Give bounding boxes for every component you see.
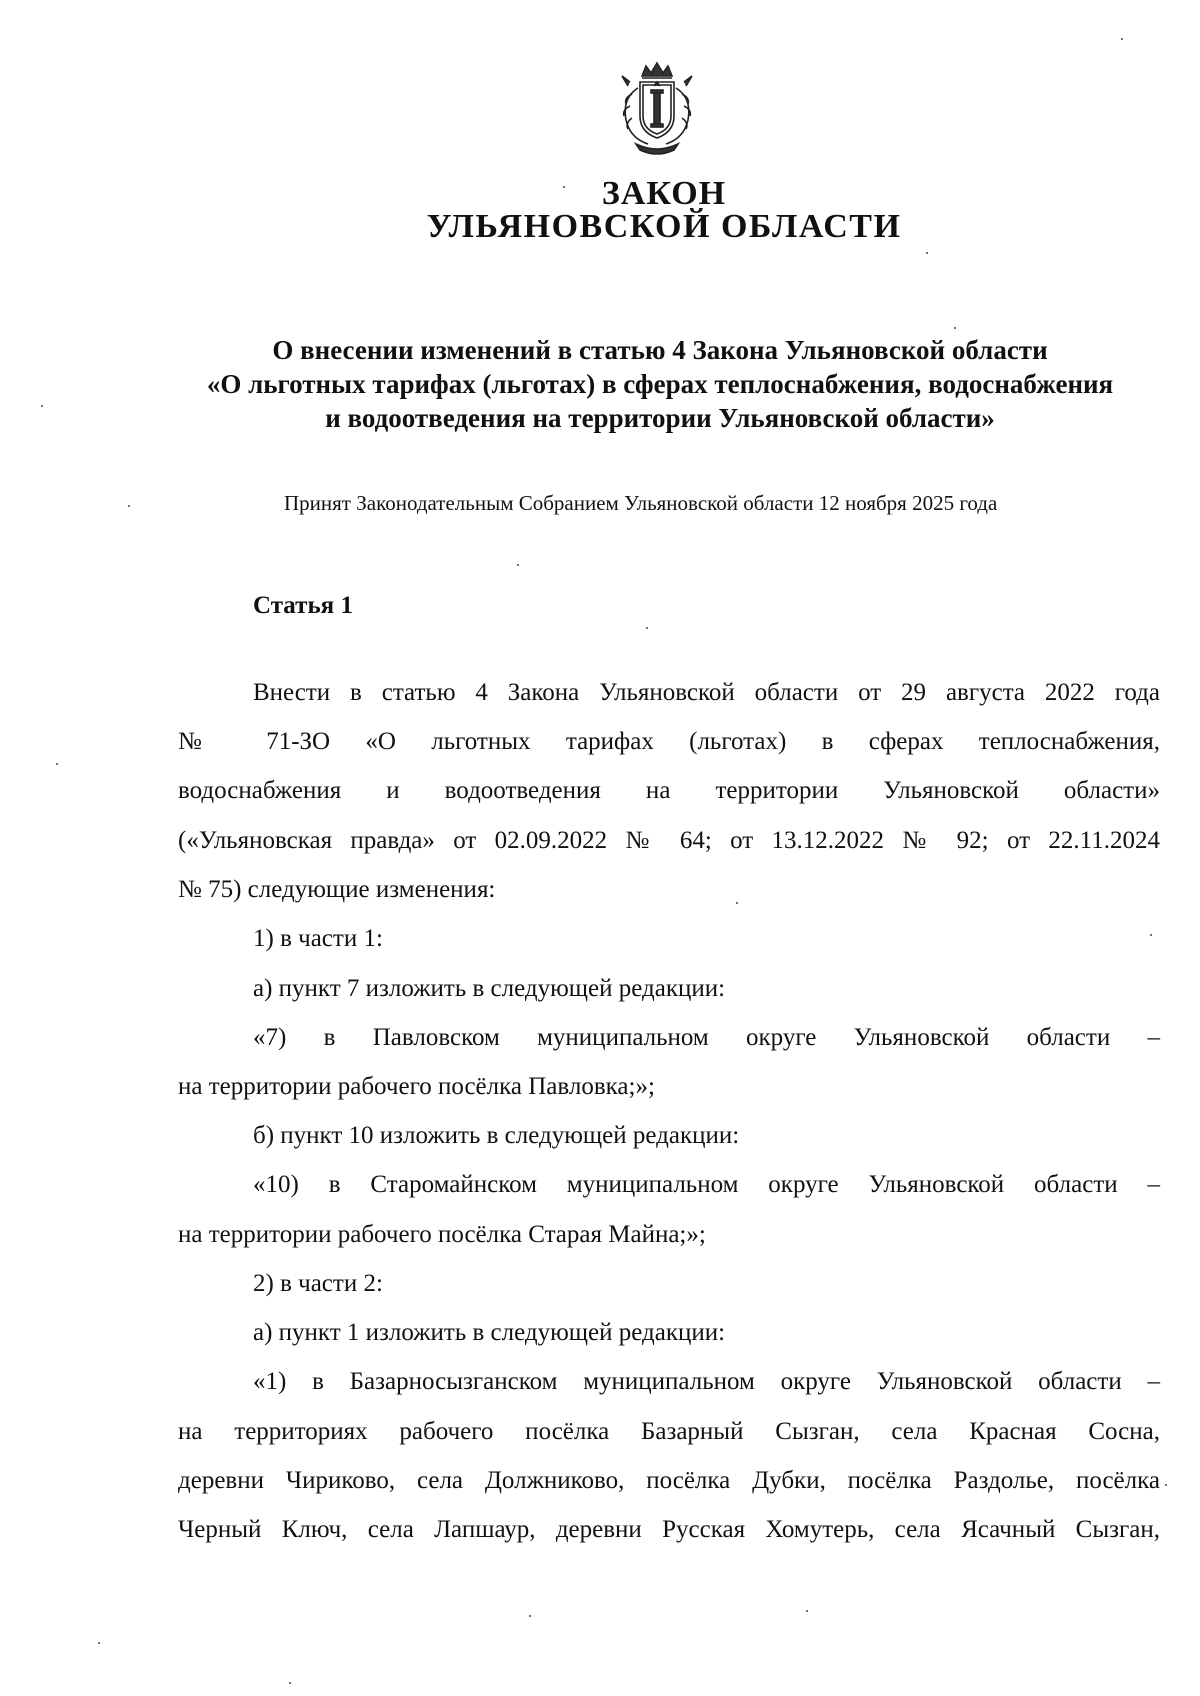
body-line: Черный Ключ, села Лапшаур, деревни Русская Хомутерь, села Ясачный Сызган, [178,1516,1160,1543]
body-line: на территориях рабочего посёлка Базарный Сызган, села Красная Сосна, [178,1418,1160,1445]
scan-speck [926,252,928,254]
coat-of-arms-emblem [602,58,712,158]
scan-speck [56,763,58,765]
subject-line: «О льготных тарифах (льготах) в сферах теплоснабжения, водоснабжения [206,369,1114,399]
scan-speck [1150,934,1152,936]
scan-speck [529,1615,531,1617]
scan-speck [563,186,565,188]
law-subject [160,333,1160,435]
scan-speck [806,1610,808,1612]
scan-speck [289,1682,291,1684]
scan-speck [517,564,519,566]
subject-line: и водоотведения на территории Ульяновской области» [325,403,995,433]
scan-speck [41,405,43,407]
body-line: «7) в Павловском муниципальном округе Ульяновской области – [253,1024,1160,1051]
body-line: («Ульяновская правда» от 02.09.2022 № 64; от 13.12.2022 № 92; от 22.11.2024 [178,827,1160,854]
scan-speck [646,627,648,629]
body-line: водоснабжения и водоотведения на территории Ульяновской области» [178,777,1160,804]
subject-line: О внесении изменений в статью 4 Закона Ульяновской области [272,335,1048,365]
body-line: 1) в части 1: [253,925,383,952]
scan-speck [128,505,130,507]
scan-speck [1121,38,1123,40]
article-heading: Статья 1 [253,592,353,619]
body-line: деревни Чириково, села Должниково, посёлка Дубки, посёлка Раздолье, посёлка [178,1467,1160,1494]
adoption-note: Принят Законодательным Собранием Ульяновской области 12 ноября 2025 года [284,491,998,515]
scan-speck [1165,1484,1167,1486]
scan-speck [736,902,738,904]
body-line: а) пункт 7 изложить в следующей редакции: [253,975,726,1002]
law-heading: ЗАКОН [601,175,727,212]
body-line: на территории рабочего посёлка Старая Майна;»; [178,1221,706,1248]
body-line: 2) в части 2: [253,1270,383,1297]
body-line: б) пункт 10 изложить в следующей редакции: [253,1122,740,1149]
body-line: «1) в Базарносызганском муниципальном округе Ульяновской области – [253,1368,1160,1395]
body-line: «10) в Старомайнском муниципальном округе Ульяновской области – [253,1171,1160,1198]
body-line: № 75) следующие изменения: [178,876,496,903]
body-line: Внести в статью 4 Закона Ульяновской области от 29 августа 2022 года [253,679,1160,706]
body-line: на территории рабочего посёлка Павловка;»; [178,1073,655,1100]
body-line: № 71-ЗО «О льготных тарифах (льготах) в сферах теплоснабжения, [178,728,1160,755]
scan-speck [954,327,956,329]
scan-speck [98,1642,100,1644]
body-line: а) пункт 1 изложить в следующей редакции: [253,1319,726,1346]
region-heading: УЛЬЯНОВСКОЙ ОБЛАСТИ [426,208,902,245]
